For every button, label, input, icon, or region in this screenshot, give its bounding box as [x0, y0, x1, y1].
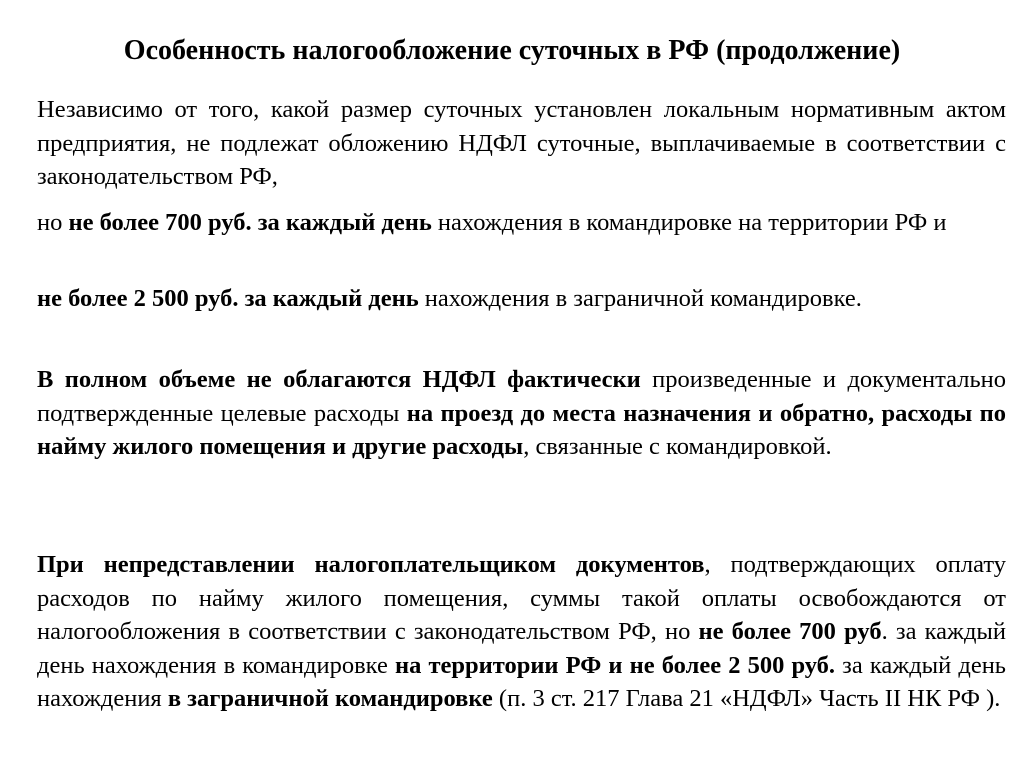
- paragraph-no-documents: [37, 548, 1006, 716]
- text-segment-bold: на проезд до места назначения и обратно, расходы по найму жилого помещения и другие расходы: [37, 399, 1006, 460]
- paragraph-full-exemption: [37, 363, 1006, 464]
- paragraph-domestic-limit: [37, 206, 1006, 240]
- text-segment-bold: не более 2 500 руб. за каждый день: [37, 285, 419, 312]
- text-segment: , подтверждающих оплату расходов по найму жилого помещения, суммы такой оплаты освобождаются от налогообложения в соответствии с законодательством РФ, но: [37, 551, 1007, 645]
- text-segment-bold: в заграничной командировке: [167, 685, 493, 712]
- text-segment-bold: не более 700 руб. за каждый день: [68, 209, 432, 236]
- paragraph-daily-allowance: [37, 93, 1006, 194]
- slide-title: Особенность налогообложение суточных в РФ (продолжение): [123, 35, 901, 66]
- text-segment-bold: на территории РФ и не более 2 500 руб.: [394, 651, 836, 679]
- text-segment: (п. 3 ст. 217 Глава 21 «НДФЛ» Часть II НК РФ ).: [492, 685, 1001, 712]
- text-segment: Независимо от того, какой размер суточных установлен локальным нормативным актом предприятия, не подлежат обложению НДФЛ суточные, выплачиваемые в соответствии с законодательством РФ,: [37, 96, 1006, 190]
- text-segment: нахождения в командировке на территории РФ и: [431, 209, 947, 236]
- text-segment: произведенные и документально подтвержденные целевые расходы: [37, 366, 1006, 427]
- text-segment: , связанные с командировкой.: [523, 433, 832, 460]
- text-segment-bold: не более 700 руб: [698, 618, 882, 645]
- text-segment: . за каждый день нахождения в командировке: [37, 618, 1006, 679]
- text-segment-bold: В полном объеме не облагаются НДФЛ фактически: [37, 366, 641, 393]
- paragraph-foreign-limit: [37, 282, 1006, 316]
- text-segment: за каждый день нахождения: [37, 651, 1006, 712]
- text-segment-bold: При непредставлении налогоплательщиком документов: [37, 551, 705, 578]
- text-segment: нахождения в заграничной командировке.: [418, 285, 862, 312]
- text-segment: но: [37, 209, 69, 236]
